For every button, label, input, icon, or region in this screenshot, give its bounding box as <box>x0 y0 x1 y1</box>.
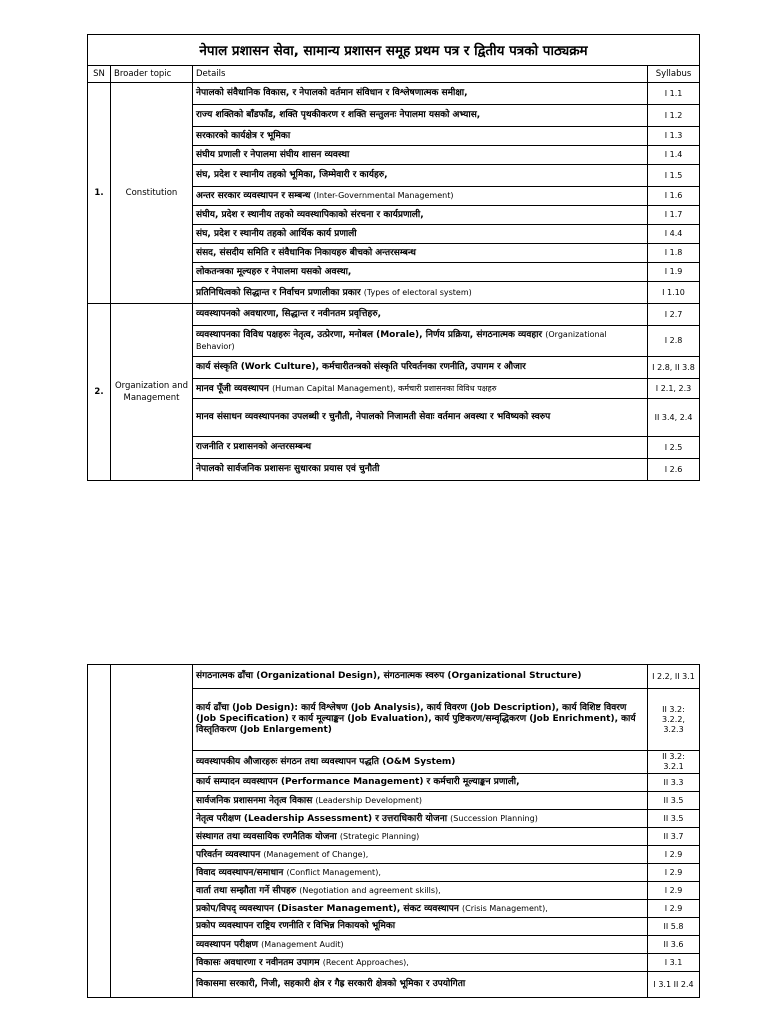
detail-cell <box>193 326 648 357</box>
detail-text: सरकारको कार्यक्षेत्र र भूमिका <box>196 130 291 141</box>
table-row <box>88 304 700 326</box>
detail-cell <box>193 864 648 882</box>
detail-text: नेतृत्व परीक्षण (Leadership Assessment) र उत्तराधिकारी योजना <box>196 813 448 824</box>
detail-cell <box>193 774 648 792</box>
section-constitution <box>88 83 700 304</box>
detail-cell <box>193 810 648 828</box>
detail-text: नेपालको संवैधानिक विकास, र नेपालको वर्तमान संविधान र विश्लेषणात्मक समीक्षा, <box>196 88 468 98</box>
section-number <box>88 665 111 998</box>
syllabus-ref: I 2.2, II 3.1 <box>648 665 700 689</box>
document-title: नेपाल प्रशासन सेवा, सामान्य प्रशासन समूह प्रथम पत्र र द्वितीय पत्रको पाठ्यक्रम <box>88 35 700 66</box>
detail-cell <box>193 792 648 810</box>
detail-english-term: (Human Capital Management), कर्मचारी प्रशासनका विविध पक्षहरु <box>272 383 497 393</box>
detail-cell <box>193 83 648 105</box>
syllabus-ref: I 2.7 <box>648 304 700 326</box>
detail-cell <box>193 165 648 187</box>
detail-text: संगठनात्मक ढाँचा (Organizational Design), संगठनात्मक स्वरुप (Organizational Structure) <box>196 671 582 681</box>
detail-text: राजनीति र प्रशासनको अन्तरसम्बन्ध <box>196 442 312 452</box>
syllabus-ref: I 2.9 <box>648 900 700 918</box>
header-sn: SN <box>88 66 111 83</box>
detail-cell <box>193 399 648 437</box>
detail-english-term: (Succession Planning) <box>450 813 538 823</box>
detail-text: प्रकोप/विपद् व्यवस्थापन (Disaster Management), संकट व्यवस्थापन <box>196 903 459 914</box>
syllabus-ref: I 2.9 <box>648 846 700 864</box>
detail-cell <box>193 828 648 846</box>
detail-cell <box>193 900 648 918</box>
detail-cell <box>193 105 648 127</box>
syllabus-ref: I 2.9 <box>648 864 700 882</box>
detail-text: कार्य ढाँचा (Job Design): कार्य विश्लेषण (Job Analysis), कार्य विवरण (Job Description), कार्य विशिष्ट विवरण (Job Specification) र कार्य मूल्याङ्कन (Job Evaluation), कार्य पुष्टिकरण/सम्वृद्धिकरण (Job Enrichment), कार्य विस्तृतिकरण (Job Enlargement) <box>196 703 636 735</box>
syllabus-ref: II 3.5 <box>648 792 700 810</box>
section-continued <box>88 665 700 998</box>
detail-text: कार्य सम्पादन व्यवस्थापन (Performance Management) र कर्मचारी मूल्याङ्कन प्रणाली, <box>196 777 520 787</box>
detail-cell <box>193 304 648 326</box>
header-syllabus: Syllabus <box>648 66 700 83</box>
syllabus-ref: II 3.5 <box>648 810 700 828</box>
detail-text: प्रकोप व्यवस्थापन राष्ट्रिय रणनीति र विभिन्न निकायको भूमिका <box>196 921 396 931</box>
syllabus-ref: I 2.8, II 3.8 <box>648 357 700 379</box>
detail-cell <box>193 357 648 379</box>
header-details: Details <box>193 66 648 83</box>
detail-english-term: (Negotiation and agreement skills), <box>299 885 441 895</box>
broader-topic <box>111 665 193 998</box>
detail-cell <box>193 187 648 206</box>
syllabus-ref: I 2.6 <box>648 459 700 481</box>
syllabus-ref: I 1.7 <box>648 206 700 225</box>
syllabus-ref: I 1.2 <box>648 105 700 127</box>
syllabus-ref: I 2.9 <box>648 882 700 900</box>
detail-text: संसद, संसदीय समिति र संवैधानिक निकायहरु बीचको अन्तरसम्बन्ध <box>196 247 416 258</box>
detail-cell <box>193 882 648 900</box>
detail-text: अन्तर सरकार व्यवस्थापन र सम्बन्ध <box>196 191 311 201</box>
syllabus-ref: II 3.3 <box>648 774 700 792</box>
syllabus-ref: I 2.5 <box>648 437 700 459</box>
syllabus-ref: I 4.4 <box>648 225 700 244</box>
detail-english-term: (Leadership Development) <box>315 795 423 805</box>
detail-cell <box>193 263 648 282</box>
syllabus-ref: I 3.1 <box>648 954 700 972</box>
table-row <box>88 665 700 689</box>
detail-cell <box>193 127 648 146</box>
detail-cell <box>193 936 648 954</box>
detail-cell <box>193 665 648 689</box>
detail-cell <box>193 954 648 972</box>
syllabus-ref: I 1.3 <box>648 127 700 146</box>
detail-english-term: (Types of electoral system) <box>363 287 472 297</box>
detail-text: संघ, प्रदेश र स्थानीय तहको भूमिका, जिम्मेवारी र कार्यहरु, <box>196 170 388 180</box>
detail-cell <box>193 751 648 774</box>
broader-topic: Constitution <box>111 83 193 304</box>
detail-cell <box>193 379 648 399</box>
detail-text: कार्य संस्कृति (Work Culture), कर्मचारीतन्त्रको संस्कृति परिवर्तनका रणनीति, उपागम र औजार <box>196 362 526 372</box>
detail-text: संघ, प्रदेश र स्थानीय तहको आर्थिक कार्य प्रणाली <box>196 228 357 239</box>
detail-cell <box>193 689 648 751</box>
detail-cell <box>193 146 648 165</box>
detail-text: विकासः अवधारणा र नवीनतम उपागम <box>196 957 320 968</box>
syllabus-ref: I 1.10 <box>648 282 700 304</box>
section-organization-management <box>88 304 700 481</box>
detail-text: विकासमा सरकारी, निजी, सहकारी क्षेत्र र गैह्र सरकारी क्षेत्रको भूमिका र उपयोगिता <box>196 979 466 989</box>
section-number: 1. <box>88 83 111 304</box>
detail-text: विवाद व्यवस्थापन/समाधान <box>196 867 284 878</box>
syllabus-table-page-1 <box>87 34 700 481</box>
detail-text: परिवर्तन व्यवस्थापन <box>196 849 261 860</box>
table-row <box>88 83 700 105</box>
syllabus-ref: II 3.7 <box>648 828 700 846</box>
syllabus-table-page-2 <box>87 664 700 998</box>
syllabus-ref: II 3.6 <box>648 936 700 954</box>
syllabus-ref: I 2.8 <box>648 326 700 357</box>
detail-cell <box>193 459 648 481</box>
detail-text: संघीय, प्रदेश र स्थानीय तहको व्यवस्थापिकाको संरचना र कार्यप्रणाली, <box>196 209 424 220</box>
detail-text: राज्य शक्तिको बाँडफाँड, शक्ति पृथकीकरण र शक्ति सन्तुलनः नेपालमा यसको अभ्यास, <box>196 110 481 120</box>
detail-english-term: (Management Audit) <box>261 939 344 949</box>
detail-text: व्यवस्थापनका विविध पक्षहरुः नेतृत्व, उत्प्रेरणा, मनोबल (Morale), निर्णय प्रक्रिया, संगठनात्मक व्यवहार <box>196 330 543 340</box>
detail-cell <box>193 244 648 263</box>
detail-cell <box>193 918 648 936</box>
detail-english-term: (Organizational Behavior) <box>196 330 607 351</box>
detail-text: व्यवस्थापकीय औजारहरुः संगठन तथा व्यवस्थापन पद्धति (O&M System) <box>196 756 456 767</box>
header-broader-topic: Broader topic <box>111 66 193 83</box>
syllabus-ref: I 1.5 <box>648 165 700 187</box>
detail-text: संस्थागत तथा व्यवसायिक रणनैतिक योजना <box>196 831 337 842</box>
syllabus-ref: I 1.4 <box>648 146 700 165</box>
detail-text: मानव पूँजी व्यवस्थापन <box>196 383 269 394</box>
detail-text: सार्वजनिक प्रशासनमा नेतृत्व विकास <box>196 795 313 806</box>
syllabus-ref: I 3.1 II 2.4 <box>648 972 700 998</box>
detail-text: नेपालको सार्वजनिक प्रशासनः सुधारका प्रयास एवं चुनौती <box>196 464 380 474</box>
detail-cell <box>193 846 648 864</box>
section-number: 2. <box>88 304 111 481</box>
syllabus-ref: II 5.8 <box>648 918 700 936</box>
detail-text: वार्ता तथा सम्झौता गर्ने सीपहरु <box>196 885 297 896</box>
detail-english-term: (Inter-Governmental Management) <box>313 191 454 200</box>
syllabus-ref: I 1.1 <box>648 83 700 105</box>
syllabus-ref: II 3.4, 2.4 <box>648 399 700 437</box>
detail-text: व्यवस्थापन परीक्षण <box>196 939 259 950</box>
syllabus-ref: I 1.6 <box>648 187 700 206</box>
detail-cell <box>193 972 648 998</box>
detail-cell <box>193 437 648 459</box>
detail-text: संघीय प्रणाली र नेपालमा संघीय शासन व्यवस्था <box>196 149 350 160</box>
detail-english-term: (Conflict Management), <box>286 867 381 877</box>
detail-cell <box>193 225 648 244</box>
detail-text: मानव संसाधन व्यवस्थापनका उपलब्धी र चुनौती, नेपालको निजामती सेवाः वर्तमान अवस्था र भविष्यको स्वरुप <box>196 412 551 422</box>
detail-text: व्यवस्थापनको अवधारणा, सिद्धान्त र नवीनतम प्रवृत्तिहरु, <box>196 309 382 319</box>
syllabus-ref: II 3.2: 3.2.2, 3.2.3 <box>648 689 700 751</box>
detail-english-term: (Crisis Management), <box>462 903 548 913</box>
detail-english-term: (Management of Change), <box>263 849 369 859</box>
syllabus-ref: I 2.1, 2.3 <box>648 379 700 399</box>
detail-english-term: (Recent Approaches), <box>322 957 409 967</box>
syllabus-ref: II 3.2: 3.2.1 <box>648 751 700 774</box>
syllabus-ref: I 1.8 <box>648 244 700 263</box>
broader-topic: Organization and Management <box>111 304 193 481</box>
syllabus-ref: I 1.9 <box>648 263 700 282</box>
detail-cell <box>193 206 648 225</box>
detail-text: लोकतन्त्रका मूल्यहरु र नेपालमा यसको अवस्था, <box>196 266 352 277</box>
detail-cell <box>193 282 648 304</box>
detail-text: प्रतिनिधित्वको सिद्धान्त र निर्वाचन प्रणालीका प्रकार <box>196 287 361 298</box>
detail-english-term: (Strategic Planning) <box>339 831 420 841</box>
